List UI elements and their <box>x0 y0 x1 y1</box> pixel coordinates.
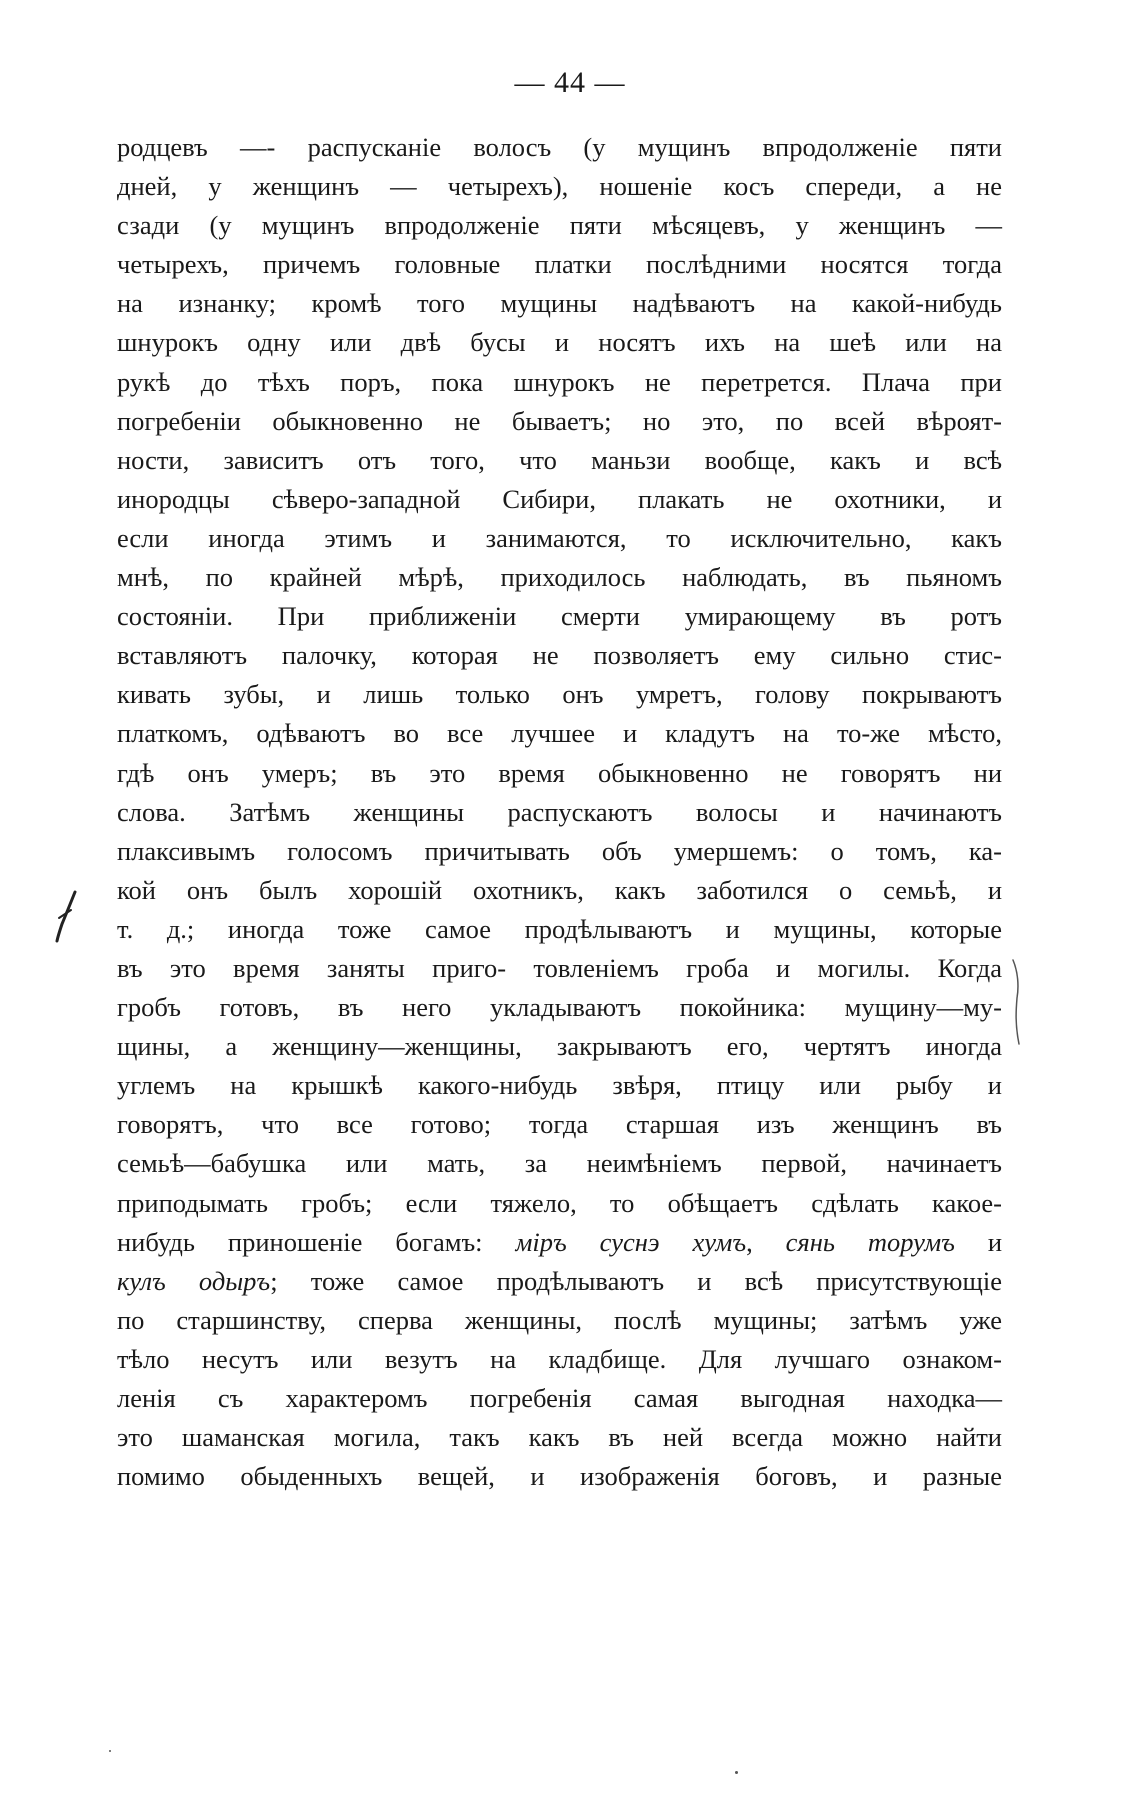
body-text <box>117 128 1002 1496</box>
italic-term: сянь торумъ <box>785 1226 955 1257</box>
text-line-with-italics <box>117 1223 1002 1262</box>
text-line: гдѣ онъ умеръ; въ это время обыкновенно не говорятъ ни <box>117 757 1002 788</box>
text-segment: ; тоже самое продѣлываютъ и всѣ присутствующіе <box>270 1265 1003 1296</box>
text-line: на изнанку; кромѣ того мущины надѣваютъ на какой-нибудь <box>117 288 1002 319</box>
text-line: ленія съ характеромъ погребенія самая выгодная находка— <box>117 1383 1002 1413</box>
text-line: погребеніи обыкновенно не бываетъ; но это, по всей вѣроят- <box>117 405 1002 436</box>
text-line: приподымать гробъ; если тяжело, то обѣщаетъ сдѣлать какое- <box>117 1187 1002 1218</box>
text-line: инородцы сѣверо-западной Сибири, плакать не охотники, и <box>117 483 1002 514</box>
text-line: мнѣ, по крайней мѣрѣ, приходилось наблюдать, въ пьяномъ <box>117 562 1002 593</box>
text-line: рукѣ до тѣхъ поръ, пока шнурокъ не перетрется. Плача при <box>117 366 1002 397</box>
text-line: въ это время заняты приго- товленіемъ гроба и могилы. Когда <box>117 952 1002 983</box>
text-line: кой онъ былъ хорошій охотникъ, какъ заботился о семьѣ, и <box>117 874 1002 905</box>
text-line: ности, зависитъ отъ того, что маньзи вообще, какъ и всѣ <box>117 444 1002 475</box>
margin-bracket-mark-icon <box>1009 958 1023 1046</box>
page-number: — 44 — <box>514 66 626 99</box>
italic-term: кулъ одыръ <box>117 1265 271 1296</box>
text-line: если иногда этимъ и занимаются, то исключительно, какъ <box>117 522 1002 553</box>
text-line: кивать зубы, и лишь только онъ умретъ, голову покрываютъ <box>117 679 1002 710</box>
text-line: помимо обыденныхъ вещей, и изображенія боговъ, и разные <box>117 1461 1002 1492</box>
text-line: платкомъ, одѣваютъ во все лучшее и кладутъ на то-же мѣсто, <box>117 718 1002 749</box>
text-line: сзади (у мущинъ впродолженіе пяти мѣсяцевъ, у женщинъ — <box>117 210 1002 241</box>
text-line: четырехъ, причемъ головные платки послѣдними носятся тогда <box>117 249 1002 280</box>
text-line: шнурокъ одну или двѣ бусы и носятъ ихъ на шеѣ или на <box>117 327 1002 358</box>
text-line: семьѣ—бабушка или мать, за неимѣніемъ первой, начинаетъ <box>117 1148 1002 1179</box>
text-line: тѣло несутъ или везутъ на кладбище. Для лучшаго ознаком- <box>117 1343 1002 1374</box>
text-line: слова. Затѣмъ женщины распускаютъ волосы и начинаютъ <box>117 796 1002 827</box>
text-line: углемъ на крышкѣ какого-нибудь звѣря, птицу или рыбу и <box>117 1070 1002 1101</box>
text-segment: и <box>954 1226 1002 1257</box>
text-line: дней, у женщинъ — четырехъ), ношеніе косъ спереди, а не <box>117 171 1002 202</box>
text-line: состояніи. При приближеніи смерти умирающему въ ротъ <box>117 601 1002 632</box>
text-line: щины, а женщину—женщины, закрываютъ его, чертятъ иногда <box>117 1031 1002 1062</box>
text-line: говорятъ, что все готово; тогда старшая изъ женщинъ въ <box>117 1109 1002 1140</box>
pencil-margin-mark-icon <box>53 888 83 944</box>
text-line: по старшинству, сперва женщины, послѣ мущины; затѣмъ уже <box>117 1304 1002 1335</box>
text-line: плаксивымъ голосомъ причитывать объ умершемъ: о томъ, ка- <box>117 835 1002 866</box>
italic-term: мiръ суснэ хумъ <box>515 1226 747 1257</box>
paper-speck <box>109 1750 111 1752</box>
text-line: гробъ готовъ, въ него укладываютъ покойника: мущину—му- <box>117 992 1002 1023</box>
text-segment: , <box>746 1226 786 1257</box>
text-line: т. д.; иногда тоже самое продѣлываютъ и мущины, которые <box>117 913 1002 944</box>
text-line: вставляютъ палочку, которая не позволяетъ ему сильно стис- <box>117 640 1002 671</box>
text-segment: нибудь приношеніе богамъ: <box>117 1226 516 1257</box>
text-line-with-italics <box>117 1262 1002 1301</box>
text-line: это шаманская могила, такъ какъ въ ней всегда можно найти <box>117 1422 1002 1453</box>
text-line: родцевъ —- распусканіе волосъ (у мущинъ впродолженіе пяти <box>117 132 1002 162</box>
paper-speck <box>735 1771 738 1774</box>
